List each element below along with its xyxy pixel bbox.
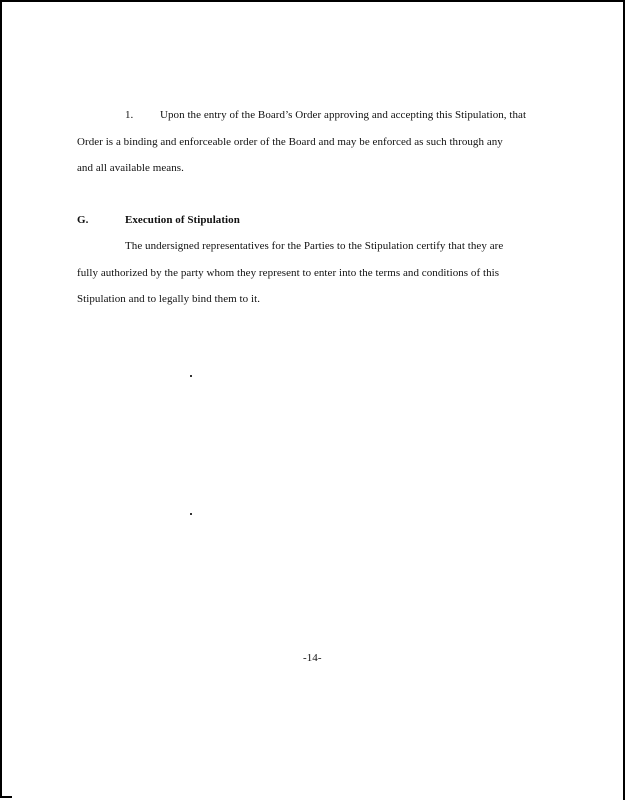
section-g-line-2: fully authorized by the party whom they represent to enter into the terms and conditions of this — [77, 267, 500, 279]
page-number: -14- — [303, 652, 322, 664]
paragraph-1-line-2: Order is a binding and enforceable order of the Board and may be enforced as such through any — [77, 136, 503, 148]
paragraph-1-line-3: and all available means. — [77, 162, 184, 174]
page-bottom-mark — [0, 796, 12, 798]
paragraph-1-line-1: Upon the entry of the Board’s Order approving and accepting this Stipulation, that — [160, 109, 527, 121]
section-g-line-3: Stipulation and to legally bind them to it. — [77, 293, 261, 305]
paragraph-number: 1. — [125, 109, 134, 121]
signature-line-mark-1 — [190, 375, 192, 377]
section-letter: G. — [77, 214, 89, 226]
section-heading: Execution of Stipulation — [125, 214, 240, 226]
signature-line-mark-2 — [190, 513, 192, 515]
section-g-line-1: The undersigned representatives for the Parties to the Stipulation certify that they are — [125, 240, 504, 252]
page-left-border — [0, 2, 2, 798]
